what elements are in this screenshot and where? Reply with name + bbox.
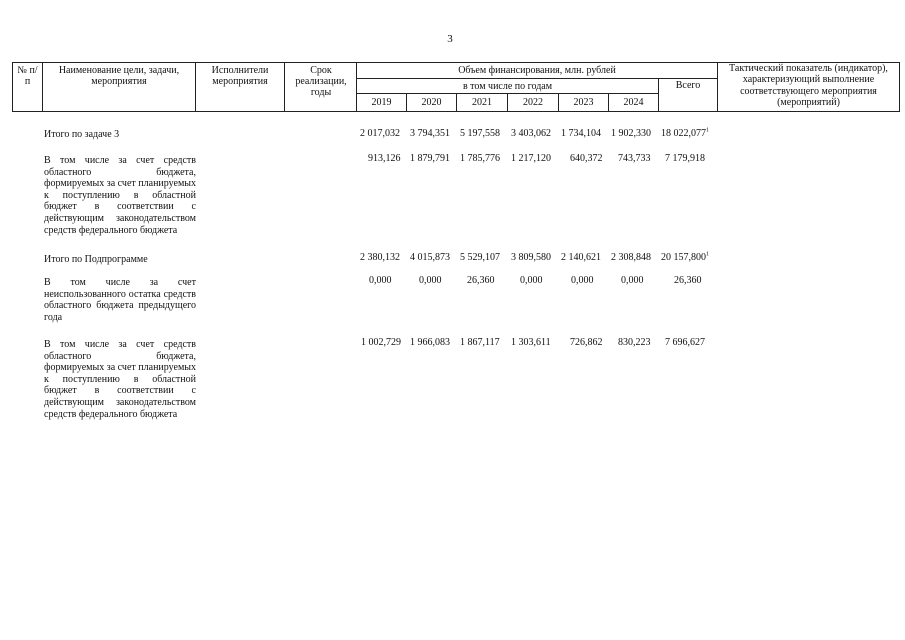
year-value: 0,000 <box>571 275 594 286</box>
row-label: Итого по задаче 3 <box>44 129 120 140</box>
row-label: Итого по Подпрограмме <box>44 254 148 265</box>
year-value: 0,000 <box>520 275 543 286</box>
header-year: 2023 <box>573 97 594 108</box>
year-value: 1 303,611 <box>511 337 551 348</box>
header-term: Срок реализации, годы <box>295 65 347 98</box>
year-value: 726,862 <box>570 337 603 348</box>
total-value: 7 179,918 <box>665 153 705 164</box>
year-value: 1 785,776 <box>460 153 500 164</box>
year-value: 743,733 <box>618 153 651 164</box>
footnote-marker: 1 <box>706 127 709 134</box>
header-total: Всего <box>675 80 701 91</box>
header-year: 2022 <box>523 97 543 108</box>
year-value: 0,000 <box>621 275 644 286</box>
header-year: 2021 <box>472 97 492 108</box>
col-border-left <box>12 62 13 112</box>
year-value: 26,360 <box>467 275 495 286</box>
total-value: 26,360 <box>674 275 702 286</box>
row-label: В том числе за счет неиспользованного остатка средств областного бюджета предыдущего года <box>44 277 196 323</box>
year-value: 2 380,132 <box>360 252 400 263</box>
year-value: 1 734,104 <box>561 128 601 139</box>
total-value: 18 022,077$^1$ <box>661 127 709 139</box>
year-value: 1 002,729 <box>361 337 401 348</box>
header-year: 2019 <box>371 97 392 108</box>
year-value: 913,126 <box>368 153 401 164</box>
year-value: 2 140,621 <box>561 252 601 263</box>
total-value: 20 157,800$^1$ <box>661 251 709 263</box>
header-executors: Исполнители мероприятия <box>211 65 269 87</box>
year-value: 830,223 <box>618 337 651 348</box>
year-value: 5 197,558 <box>460 128 500 139</box>
year-value: 1 879,791 <box>410 153 450 164</box>
header-by-years: в том числе по годам <box>462 81 553 92</box>
year-value: 2 308,848 <box>611 252 651 263</box>
year-value: 1 966,083 <box>410 337 450 348</box>
col-border-2 <box>195 62 196 112</box>
header-name: Наименование цели, задачи, мероприятия <box>58 65 180 87</box>
year-value: 2 017,032 <box>360 128 400 139</box>
year-value: 1 902,330 <box>611 128 651 139</box>
col-border-11 <box>717 62 718 112</box>
year-value: 4 015,873 <box>410 252 450 263</box>
year-value: 5 529,107 <box>460 252 500 263</box>
year-value: 1 217,120 <box>511 153 551 164</box>
year-value: 3 794,351 <box>410 128 450 139</box>
year-value: 1 867,117 <box>460 337 500 348</box>
col-border-1 <box>42 62 43 112</box>
header-indicator: Тактический показатель (индикатор), характеризующий выполнение соответствующего мероприятия (мероприятий) <box>729 63 888 109</box>
year-value: 0,000 <box>369 275 392 286</box>
row-label: В том числе за счет средств областного бюджета, формируемых за счет планируемых к поступлению в областной бюджет в соответствии с действующим законодательством средств федерального бюджета <box>44 339 196 420</box>
year-value: 3 809,580 <box>511 252 551 263</box>
col-border-3 <box>284 62 285 112</box>
col-border-right <box>899 62 900 112</box>
funding-divider <box>356 78 717 79</box>
header-no: № п/п <box>17 65 38 87</box>
row-label: В том числе за счет средств областного бюджета, формируемых за счет планируемых к поступлению в областной бюджет в соответствии с действующим законодательством средств федерального бюджета <box>44 155 196 236</box>
year-value: 3 403,062 <box>511 128 551 139</box>
header-year: 2024 <box>623 97 644 108</box>
year-value: 640,372 <box>570 153 603 164</box>
header-year: 2020 <box>421 97 442 108</box>
year-value: 0,000 <box>419 275 442 286</box>
total-value: 7 696,627 <box>665 337 705 348</box>
header-funding: Объем финансирования, млн. рублей <box>458 65 616 76</box>
page-number: 3 <box>447 33 453 45</box>
footnote-marker: 1 <box>706 251 709 258</box>
